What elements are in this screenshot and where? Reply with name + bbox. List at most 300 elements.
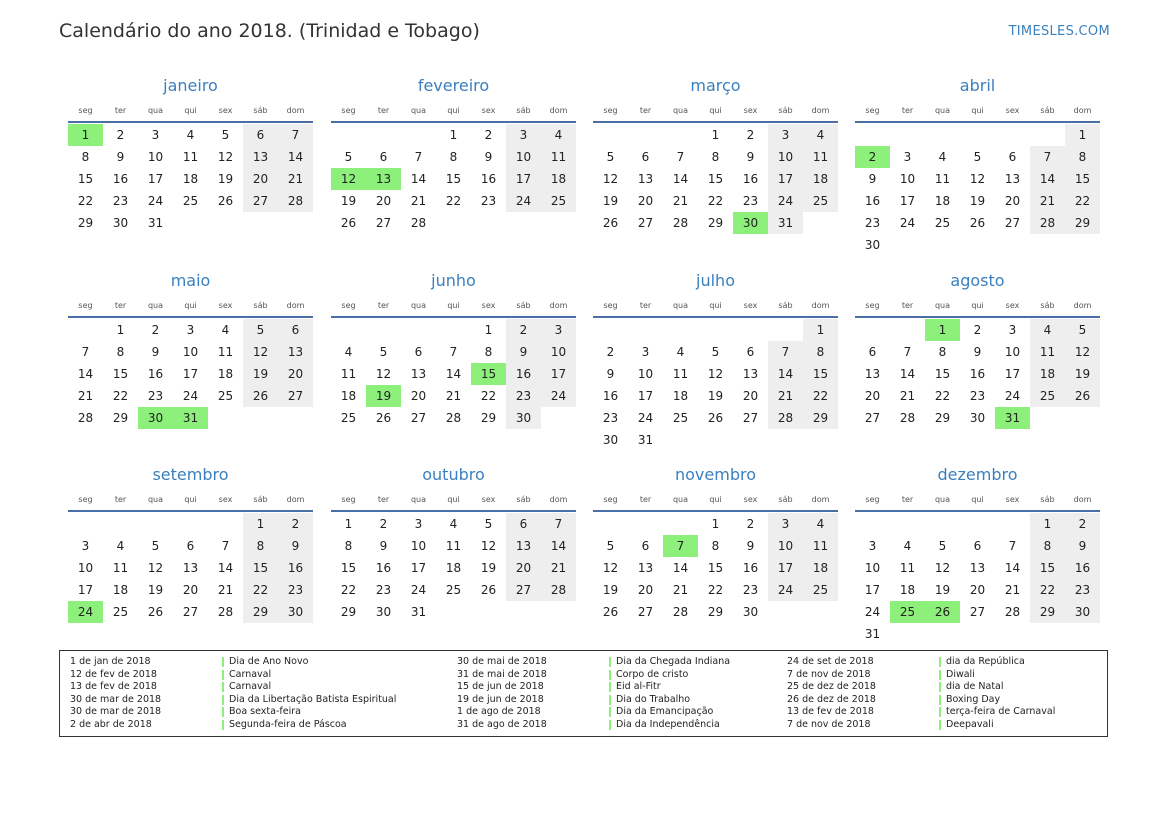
day-cell: 27	[637, 216, 654, 230]
day-cell: 17	[541, 363, 576, 385]
day-cell: 9	[746, 150, 755, 164]
day-cell: 9	[484, 150, 493, 164]
legend-row	[787, 719, 1055, 732]
day-cell: 2	[379, 517, 388, 531]
day-cell: 25	[1030, 385, 1065, 407]
day-cell: 3	[81, 539, 90, 553]
day-cell: 26	[375, 411, 392, 425]
day-cell: 11	[1030, 341, 1065, 363]
day-cell: 22	[112, 389, 129, 403]
legend-row	[787, 656, 1055, 669]
day-cell: 4	[449, 517, 458, 531]
month-divider	[593, 316, 838, 318]
weekday-label: ter	[114, 495, 127, 504]
day-cell: 4	[938, 150, 947, 164]
day-cell: 26	[217, 194, 234, 208]
month-9	[331, 464, 576, 623]
month-name: setembro	[152, 465, 229, 484]
day-cell: 26	[340, 216, 357, 230]
holiday-marker	[609, 707, 611, 717]
day-cell: 4	[221, 323, 230, 337]
day-cell: 24	[410, 583, 427, 597]
holiday-date: 12 de fev de 2018	[70, 668, 157, 680]
holiday-legend	[59, 650, 1108, 737]
day-cell: 12	[243, 341, 278, 363]
day-cell: 17	[506, 168, 541, 190]
day-cell: 21	[768, 385, 803, 407]
day-cell: 12	[375, 367, 392, 381]
day-cell: 19	[480, 561, 497, 575]
holiday-name: Diwali	[946, 668, 975, 680]
empty-cell	[331, 124, 366, 146]
day-cell: 11	[803, 535, 838, 557]
holiday-marker	[609, 695, 611, 705]
month-2	[593, 75, 838, 234]
day-cell: 17	[637, 389, 654, 403]
empty-cell	[366, 124, 401, 146]
day-cell: 26	[969, 216, 986, 230]
legend-row	[457, 669, 730, 682]
weekday-label: dom	[1073, 495, 1092, 504]
day-cell: 17	[768, 557, 803, 579]
day-cell: 28	[410, 216, 427, 230]
holiday-name: Dia de Ano Novo	[229, 656, 309, 667]
day-cell: 25	[803, 579, 838, 601]
weekday-label: seg	[865, 106, 880, 115]
day-cell: 11	[112, 561, 129, 575]
day-cell: 13	[1004, 172, 1021, 186]
day-cell: 10	[410, 539, 427, 553]
day-cell: 27	[969, 605, 986, 619]
day-cell: 7	[221, 539, 230, 553]
holiday-date: 15 de jun de 2018	[457, 681, 544, 693]
weekday-header	[855, 492, 1100, 508]
day-cell: 28	[278, 190, 313, 212]
day-cell: 6	[641, 539, 650, 553]
empty-cell	[995, 513, 1030, 535]
day-cell: 18	[803, 168, 838, 190]
day-cell: 2	[151, 323, 160, 337]
day-cell: 15	[1030, 557, 1065, 579]
empty-cell	[855, 124, 890, 146]
legend-row	[457, 656, 730, 669]
day-cell: 13	[278, 341, 313, 363]
month-10	[593, 464, 838, 623]
day-cell: 14	[1030, 168, 1065, 190]
day-cell: 3	[903, 150, 912, 164]
holiday-date: 30 de mai de 2018	[457, 656, 547, 667]
weekday-label: seg	[341, 495, 356, 504]
day-cell: 10	[768, 146, 803, 168]
day-cell: 11	[182, 150, 199, 164]
day-cell: 2	[1065, 513, 1100, 535]
day-cell: 27	[410, 411, 427, 425]
day-cell: 23	[147, 389, 164, 403]
holiday-day-cell: 2	[855, 146, 890, 168]
day-cell: 16	[112, 172, 129, 186]
day-cell: 20	[278, 363, 313, 385]
day-cell: 18	[217, 367, 234, 381]
day-cell: 19	[969, 194, 986, 208]
day-cell: 14	[541, 535, 576, 557]
day-cell: 8	[344, 539, 353, 553]
weekday-label: sex	[218, 495, 233, 504]
empty-cell	[366, 319, 401, 341]
holiday-date: 1 de jan de 2018	[70, 656, 151, 667]
day-cell: 2	[973, 323, 982, 337]
weekday-label: sáb	[516, 301, 531, 310]
day-cell: 24	[899, 216, 916, 230]
weekday-label: seg	[865, 495, 880, 504]
holiday-date: 25 de dez de 2018	[787, 681, 876, 693]
day-cell: 25	[541, 190, 576, 212]
empty-cell	[733, 319, 768, 341]
empty-cell	[628, 319, 663, 341]
day-cell: 4	[903, 539, 912, 553]
month-divider	[593, 510, 838, 512]
weekday-label: sex	[1005, 301, 1020, 310]
day-cell: 3	[868, 539, 877, 553]
weekday-label: sex	[1005, 495, 1020, 504]
day-cell: 21	[445, 389, 462, 403]
holiday-day-cell: 7	[663, 535, 698, 557]
day-cell: 9	[1065, 535, 1100, 557]
holiday-day-cell: 15	[471, 363, 506, 385]
day-cell: 13	[506, 535, 541, 557]
day-cell: 6	[278, 319, 313, 341]
day-cell: 5	[344, 150, 353, 164]
day-cell: 26	[243, 385, 278, 407]
holiday-date: 31 de mai de 2018	[457, 668, 547, 680]
day-cell: 30	[375, 605, 392, 619]
weekday-label: sex	[743, 495, 758, 504]
weekday-header	[331, 492, 576, 508]
month-3	[855, 75, 1100, 256]
day-cell: 16	[147, 367, 164, 381]
weekday-label: ter	[901, 495, 914, 504]
holiday-marker	[222, 670, 224, 680]
day-cell: 8	[711, 539, 720, 553]
day-cell: 13	[864, 367, 881, 381]
day-cell: 6	[641, 150, 650, 164]
day-cell: 7	[676, 150, 685, 164]
weekday-label: qua	[672, 495, 689, 504]
holiday-date: 19 de jun de 2018	[457, 693, 544, 705]
day-cell: 5	[973, 150, 982, 164]
weekday-label: seg	[603, 495, 618, 504]
day-cell: 30	[278, 601, 313, 623]
holiday-date: 26 de dez de 2018	[787, 693, 876, 705]
day-cell: 10	[637, 367, 654, 381]
day-cell: 12	[969, 172, 986, 186]
weekday-label: qua	[410, 495, 427, 504]
weekday-label: sáb	[253, 106, 268, 115]
day-cell: 19	[340, 194, 357, 208]
day-cell: 26	[147, 605, 164, 619]
day-cell: 9	[151, 345, 160, 359]
weekday-label: qui	[971, 301, 984, 310]
month-name: julho	[696, 271, 735, 290]
holiday-name: Dia da Emancipação	[616, 706, 714, 718]
day-cell: 4	[676, 345, 685, 359]
day-cell: 11	[541, 146, 576, 168]
legend-row	[787, 706, 1055, 719]
empty-cell	[173, 513, 208, 535]
day-cell: 8	[1030, 535, 1065, 557]
holiday-day-cell: 1	[68, 124, 103, 146]
month-name: agosto	[950, 271, 1005, 290]
weekday-label: qui	[709, 301, 722, 310]
day-cell: 10	[77, 561, 94, 575]
month-name: janeiro	[163, 76, 218, 95]
month-11	[855, 464, 1100, 645]
weekday-label: ter	[114, 301, 127, 310]
day-cell: 23	[278, 579, 313, 601]
month-divider	[331, 510, 576, 512]
day-cell: 28	[768, 407, 803, 429]
weekday-label: sáb	[778, 495, 793, 504]
day-cell: 16	[742, 561, 759, 575]
day-cell: 2	[116, 128, 125, 142]
weekday-label: ter	[639, 301, 652, 310]
holiday-name: dia da República	[946, 656, 1025, 667]
day-cell: 18	[899, 583, 916, 597]
day-cell: 3	[768, 513, 803, 535]
day-cell: 9	[868, 172, 877, 186]
day-grid	[593, 124, 838, 234]
month-divider	[68, 510, 313, 512]
day-cell: 9	[278, 535, 313, 557]
weekday-label: sáb	[1040, 495, 1055, 504]
day-cell: 14	[672, 561, 689, 575]
weekday-label: sex	[481, 301, 496, 310]
day-cell: 23	[112, 194, 129, 208]
day-cell: 21	[899, 389, 916, 403]
day-cell: 12	[602, 561, 619, 575]
day-cell: 14	[768, 363, 803, 385]
day-cell: 23	[969, 389, 986, 403]
day-cell: 29	[707, 605, 724, 619]
weekday-label: dom	[1073, 301, 1092, 310]
day-grid	[855, 513, 1100, 645]
day-cell: 19	[1065, 363, 1100, 385]
weekday-label: seg	[341, 301, 356, 310]
day-cell: 20	[637, 583, 654, 597]
holiday-marker	[939, 657, 941, 667]
weekday-label: dom	[549, 301, 568, 310]
weekday-label: sex	[481, 106, 496, 115]
day-cell: 20	[864, 389, 881, 403]
day-cell: 15	[1065, 168, 1100, 190]
day-cell: 23	[375, 583, 392, 597]
weekday-label: qui	[184, 301, 197, 310]
day-cell: 4	[186, 128, 195, 142]
month-divider	[68, 316, 313, 318]
day-cell: 1	[449, 128, 458, 142]
weekday-label: qui	[971, 495, 984, 504]
day-cell: 26	[602, 216, 619, 230]
empty-cell	[1030, 124, 1065, 146]
weekday-label: sex	[743, 106, 758, 115]
day-cell: 2	[506, 319, 541, 341]
day-cell: 28	[217, 605, 234, 619]
day-cell: 16	[602, 389, 619, 403]
day-cell: 3	[1008, 323, 1017, 337]
day-cell: 16	[375, 561, 392, 575]
day-cell: 12	[707, 367, 724, 381]
holiday-name: Carnaval	[229, 681, 272, 693]
day-cell: 19	[147, 583, 164, 597]
day-cell: 24	[768, 190, 803, 212]
day-cell: 27	[375, 216, 392, 230]
day-grid	[68, 513, 313, 623]
day-cell: 30	[1065, 601, 1100, 623]
day-cell: 21	[541, 557, 576, 579]
day-cell: 12	[602, 172, 619, 186]
month-name: dezembro	[937, 465, 1018, 484]
weekday-label: ter	[377, 301, 390, 310]
weekday-label: seg	[78, 301, 93, 310]
day-cell: 19	[602, 194, 619, 208]
empty-cell	[698, 319, 733, 341]
day-cell: 27	[864, 411, 881, 425]
day-cell: 6	[186, 539, 195, 553]
weekday-header	[593, 103, 838, 119]
day-cell: 17	[1004, 367, 1021, 381]
day-cell: 6	[506, 513, 541, 535]
holiday-day-cell: 24	[68, 601, 103, 623]
weekday-label: dom	[811, 301, 830, 310]
day-cell: 1	[1065, 124, 1100, 146]
weekday-label: seg	[78, 495, 93, 504]
month-name: maio	[170, 271, 211, 290]
day-cell: 12	[147, 561, 164, 575]
day-cell: 21	[278, 168, 313, 190]
holiday-name: Segunda-feira de Páscoa	[229, 718, 347, 730]
day-cell: 11	[934, 172, 951, 186]
day-cell: 29	[243, 601, 278, 623]
empty-cell	[890, 124, 925, 146]
day-cell: 12	[1065, 341, 1100, 363]
day-cell: 31	[768, 212, 803, 234]
weekday-label: qua	[147, 106, 164, 115]
day-cell: 22	[243, 579, 278, 601]
day-cell: 19	[707, 389, 724, 403]
month-1	[331, 75, 576, 234]
day-cell: 20	[637, 194, 654, 208]
day-cell: 24	[506, 190, 541, 212]
day-grid	[331, 124, 576, 234]
day-cell: 7	[414, 150, 423, 164]
day-cell: 5	[938, 539, 947, 553]
holiday-marker	[222, 720, 224, 730]
site-link[interactable]: TIMESLES.COM	[1008, 24, 1110, 39]
day-cell: 27	[506, 579, 541, 601]
day-cell: 2	[606, 345, 615, 359]
weekday-header	[331, 103, 576, 119]
day-cell: 13	[243, 146, 278, 168]
day-cell: 22	[77, 194, 94, 208]
holiday-name: Carnaval	[229, 668, 272, 680]
day-cell: 26	[602, 605, 619, 619]
empty-cell	[925, 124, 960, 146]
day-cell: 24	[637, 411, 654, 425]
weekday-header	[593, 492, 838, 508]
day-grid	[855, 319, 1100, 429]
holiday-marker	[222, 707, 224, 717]
weekday-label: qua	[672, 106, 689, 115]
day-cell: 28	[672, 216, 689, 230]
empty-cell	[436, 319, 471, 341]
weekday-label: dom	[1073, 106, 1092, 115]
day-cell: 14	[899, 367, 916, 381]
day-cell: 7	[1030, 146, 1065, 168]
weekday-label: seg	[78, 106, 93, 115]
day-cell: 8	[484, 345, 493, 359]
weekday-label: ter	[901, 301, 914, 310]
day-grid	[593, 513, 838, 623]
day-cell: 25	[803, 190, 838, 212]
weekday-label: seg	[603, 301, 618, 310]
weekday-label: qua	[672, 301, 689, 310]
month-name: novembro	[675, 465, 756, 484]
day-cell: 7	[278, 124, 313, 146]
holiday-marker	[609, 657, 611, 667]
day-cell: 21	[217, 583, 234, 597]
day-cell: 23	[742, 583, 759, 597]
day-cell: 23	[1065, 579, 1100, 601]
day-cell: 22	[480, 389, 497, 403]
day-cell: 30	[969, 411, 986, 425]
day-cell: 30	[112, 216, 129, 230]
holiday-marker	[939, 670, 941, 680]
holiday-marker	[939, 720, 941, 730]
legend-row	[70, 669, 396, 682]
month-8	[68, 464, 313, 623]
day-cell: 21	[77, 389, 94, 403]
empty-cell	[401, 319, 436, 341]
day-cell: 11	[899, 561, 916, 575]
weekday-header	[68, 103, 313, 119]
day-cell: 19	[243, 363, 278, 385]
holiday-name: Dia da Chegada Indiana	[616, 656, 731, 667]
holiday-day-cell: 26	[925, 601, 960, 623]
day-cell: 5	[151, 539, 160, 553]
holiday-date: 7 de nov de 2018	[787, 718, 871, 730]
weekday-label: sex	[218, 106, 233, 115]
day-cell: 25	[445, 583, 462, 597]
month-divider	[593, 121, 838, 123]
weekday-label: ter	[114, 106, 127, 115]
day-cell: 22	[803, 385, 838, 407]
day-cell: 28	[541, 579, 576, 601]
weekday-label: sáb	[253, 495, 268, 504]
weekday-label: qua	[410, 106, 427, 115]
day-cell: 20	[243, 168, 278, 190]
day-cell: 2	[278, 513, 313, 535]
day-cell: 29	[480, 411, 497, 425]
weekday-label: qui	[971, 106, 984, 115]
day-cell: 22	[340, 583, 357, 597]
day-cell: 16	[506, 363, 541, 385]
day-cell: 10	[768, 535, 803, 557]
weekday-label: dom	[286, 106, 305, 115]
day-cell: 15	[707, 172, 724, 186]
weekday-label: ter	[377, 106, 390, 115]
day-cell: 20	[1004, 194, 1021, 208]
day-cell: 1	[344, 517, 353, 531]
day-cell: 26	[707, 411, 724, 425]
